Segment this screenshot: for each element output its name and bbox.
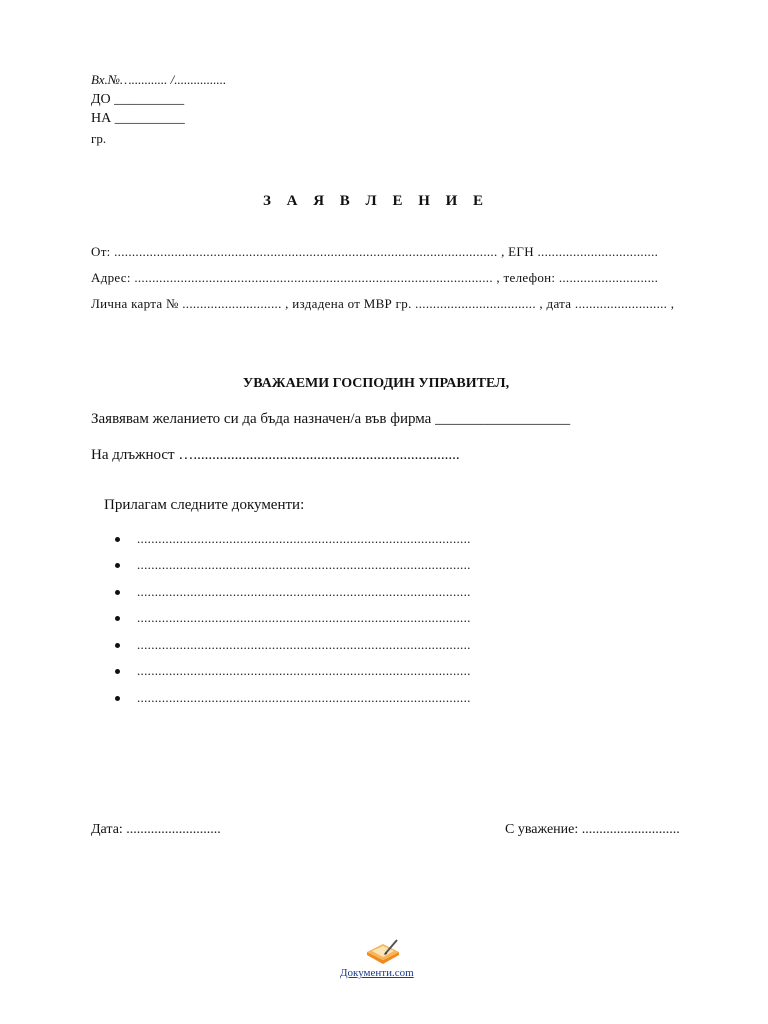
attachment-line: .............................................................................................. — [137, 637, 471, 652]
attachment-line: .............................................................................................. — [137, 690, 471, 705]
registration-number: Вх.№…........... /................ — [91, 72, 227, 87]
bullet-icon — [115, 537, 120, 542]
attachment-line: .............................................................................................. — [137, 557, 471, 572]
attachment-line: .............................................................................................. — [137, 531, 471, 546]
bullet-icon — [115, 696, 120, 701]
bullet-icon — [115, 669, 120, 674]
document-title: З А Я В Л Е Н И Е — [262, 193, 490, 209]
addressee-to: ДО __________ — [91, 92, 185, 107]
field-address-phone: Адрес: ..................................................................................................... , телефон: ............................ — [91, 270, 659, 285]
logo-link[interactable]: Документи.com — [340, 967, 414, 979]
city-line: гр. — [91, 131, 107, 146]
bullet-icon — [115, 616, 120, 621]
body-position-line: На длъжност …....................................................................... — [91, 447, 460, 463]
bullet-icon — [115, 590, 120, 595]
addressee-at: НА __________ — [91, 111, 185, 126]
body-request-line: Заявявам желанието си да бъда назначен/а във фирма __________________ — [91, 411, 571, 427]
field-id-card: Лична карта № ............................ , издадена от МВР гр. .................................. , дата .......................... , — [91, 296, 675, 311]
bullet-icon — [115, 563, 120, 568]
bullet-icon — [115, 643, 120, 648]
attachment-line: .............................................................................................. — [137, 584, 471, 599]
attachment-line: .............................................................................................. — [137, 663, 471, 678]
date-signature-field: Дата: ........................... — [91, 822, 221, 837]
regards-signature-field: С уважение: ............................ — [505, 822, 680, 837]
salutation: УВАЖАЕМИ ГОСПОДИН УПРАВИТЕЛ, — [242, 376, 510, 391]
field-from-egn: От: ............................................................................................................ , ЕГН .................................. — [91, 244, 659, 259]
attachment-line: .............................................................................................. — [137, 610, 471, 625]
attachments-label: Прилагам следните документи: — [104, 497, 305, 513]
